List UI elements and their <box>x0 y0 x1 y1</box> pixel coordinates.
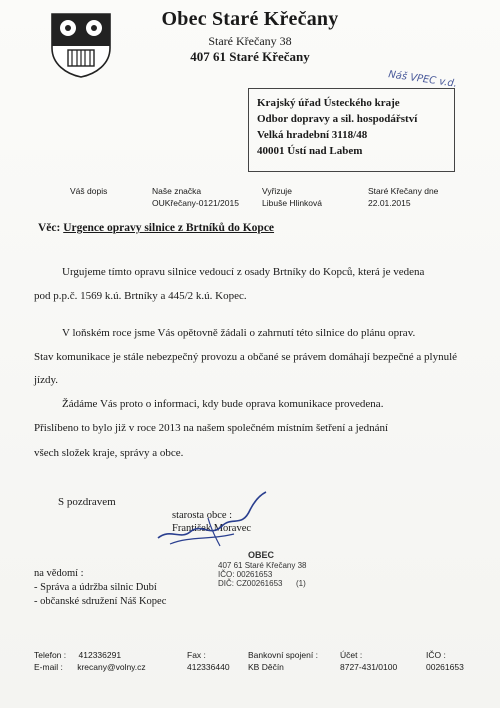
fax-label: Fax : <box>187 650 206 660</box>
phone-label: Telefon : <box>34 650 67 660</box>
body-p2-line1: V loňském roce jsme Vás opětovně žádali o zahrnutí této silnice do plánu oprav. <box>62 327 416 339</box>
recipient-line3: Velká hradební 3118/48 <box>257 129 368 141</box>
closing-greeting: S pozdravem <box>58 496 116 508</box>
stamp-line1: OBEC <box>248 550 275 560</box>
cc-item: - Správa a údržba silnic Dubí <box>34 582 157 593</box>
body-p3-line3: všech složek kraje, správy a obce. <box>34 447 184 459</box>
ico-label: IČO : <box>426 650 446 660</box>
cc-item: - občanské sdružení Náš Kopec <box>34 596 167 607</box>
subject-label: Věc: <box>38 222 61 234</box>
body-p3-line2: Přislíbeno to bylo již v roce 2013 na našem společném místním šetření a jednání <box>34 422 389 434</box>
fax-value: 412336440 <box>187 662 230 672</box>
stamp-line3: IČO: 00261653 <box>218 570 273 579</box>
body-p3-line1: Žádáme Vás proto o informaci, kdy bude oprava komunikace provedena. <box>62 398 384 410</box>
account-value: 8727-431/0100 <box>340 662 398 672</box>
stamp-line5: (1) <box>296 579 306 588</box>
your-letter-label: Váš dopis <box>70 186 108 196</box>
our-ref-label: Naše značka <box>152 186 202 196</box>
signatory-role: starosta obce : <box>172 510 233 521</box>
email-value: krecany@volny.cz <box>77 662 146 672</box>
handled-by-label: Vyřizuje <box>262 186 292 196</box>
bank-value: KB Děčín <box>248 662 284 672</box>
ico-value: 00261653 <box>426 662 464 672</box>
phone-value: 412336291 <box>78 650 122 660</box>
account-label: Účet : <box>340 650 363 660</box>
body-p1-line1: Urgujeme tímto opravu silnice vedoucí z osady Brtníky do Kopců, která je vedena <box>62 266 425 278</box>
subject-text: Urgence opravy silnice z Brtníků do Kopce <box>63 222 275 234</box>
our-ref-value: OUKřečany-0121/2015 <box>152 198 239 208</box>
bank-label: Bankovní spojení : <box>248 650 318 660</box>
signatory-name: František Moravec <box>172 523 252 534</box>
recipient-line2: Odbor dopravy a sil. hospodářství <box>257 113 418 125</box>
handwritten-signature <box>150 488 270 550</box>
recipient-line1: Krajský úřad Ústeckého kraje <box>257 97 400 109</box>
footer-phone <box>34 650 121 660</box>
date-value: 22.01.2015 <box>368 198 411 208</box>
stamp-line2: 407 61 Staré Křečany 38 <box>218 561 307 570</box>
handwritten-note: Náš VPEC v.d. <box>387 69 458 90</box>
cc-label: na vědomí : <box>34 568 84 579</box>
body-p2-line3: jízdy. <box>34 374 59 386</box>
email-label: E-mail : <box>34 662 63 672</box>
subject-line <box>38 222 274 234</box>
body-p2-line2: Stav komunikace je stále nebezpečný provozu a občané se právem domáhají bezpečné a plynulé <box>34 351 458 363</box>
municipality-address-line1: Staré Křečany 38 <box>208 34 292 48</box>
footer-email <box>34 662 146 672</box>
handled-by-value: Libuše Hlinková <box>262 198 323 208</box>
place-date-label: Staré Křečany dne <box>368 186 439 196</box>
municipality-name: Obec Staré Křečany <box>161 8 339 30</box>
municipality-address-line2: 407 61 Staré Křečany <box>190 49 310 64</box>
body-p1-line2: pod p.p.č. 1569 k.ú. Brtníky a 445/2 k.ú. Kopec. <box>34 290 247 302</box>
recipient-line4: 40001 Ústí nad Labem <box>257 145 363 157</box>
stamp-line4: DIČ: CZ00261653 <box>218 579 283 588</box>
recipient-address-box <box>248 88 455 172</box>
